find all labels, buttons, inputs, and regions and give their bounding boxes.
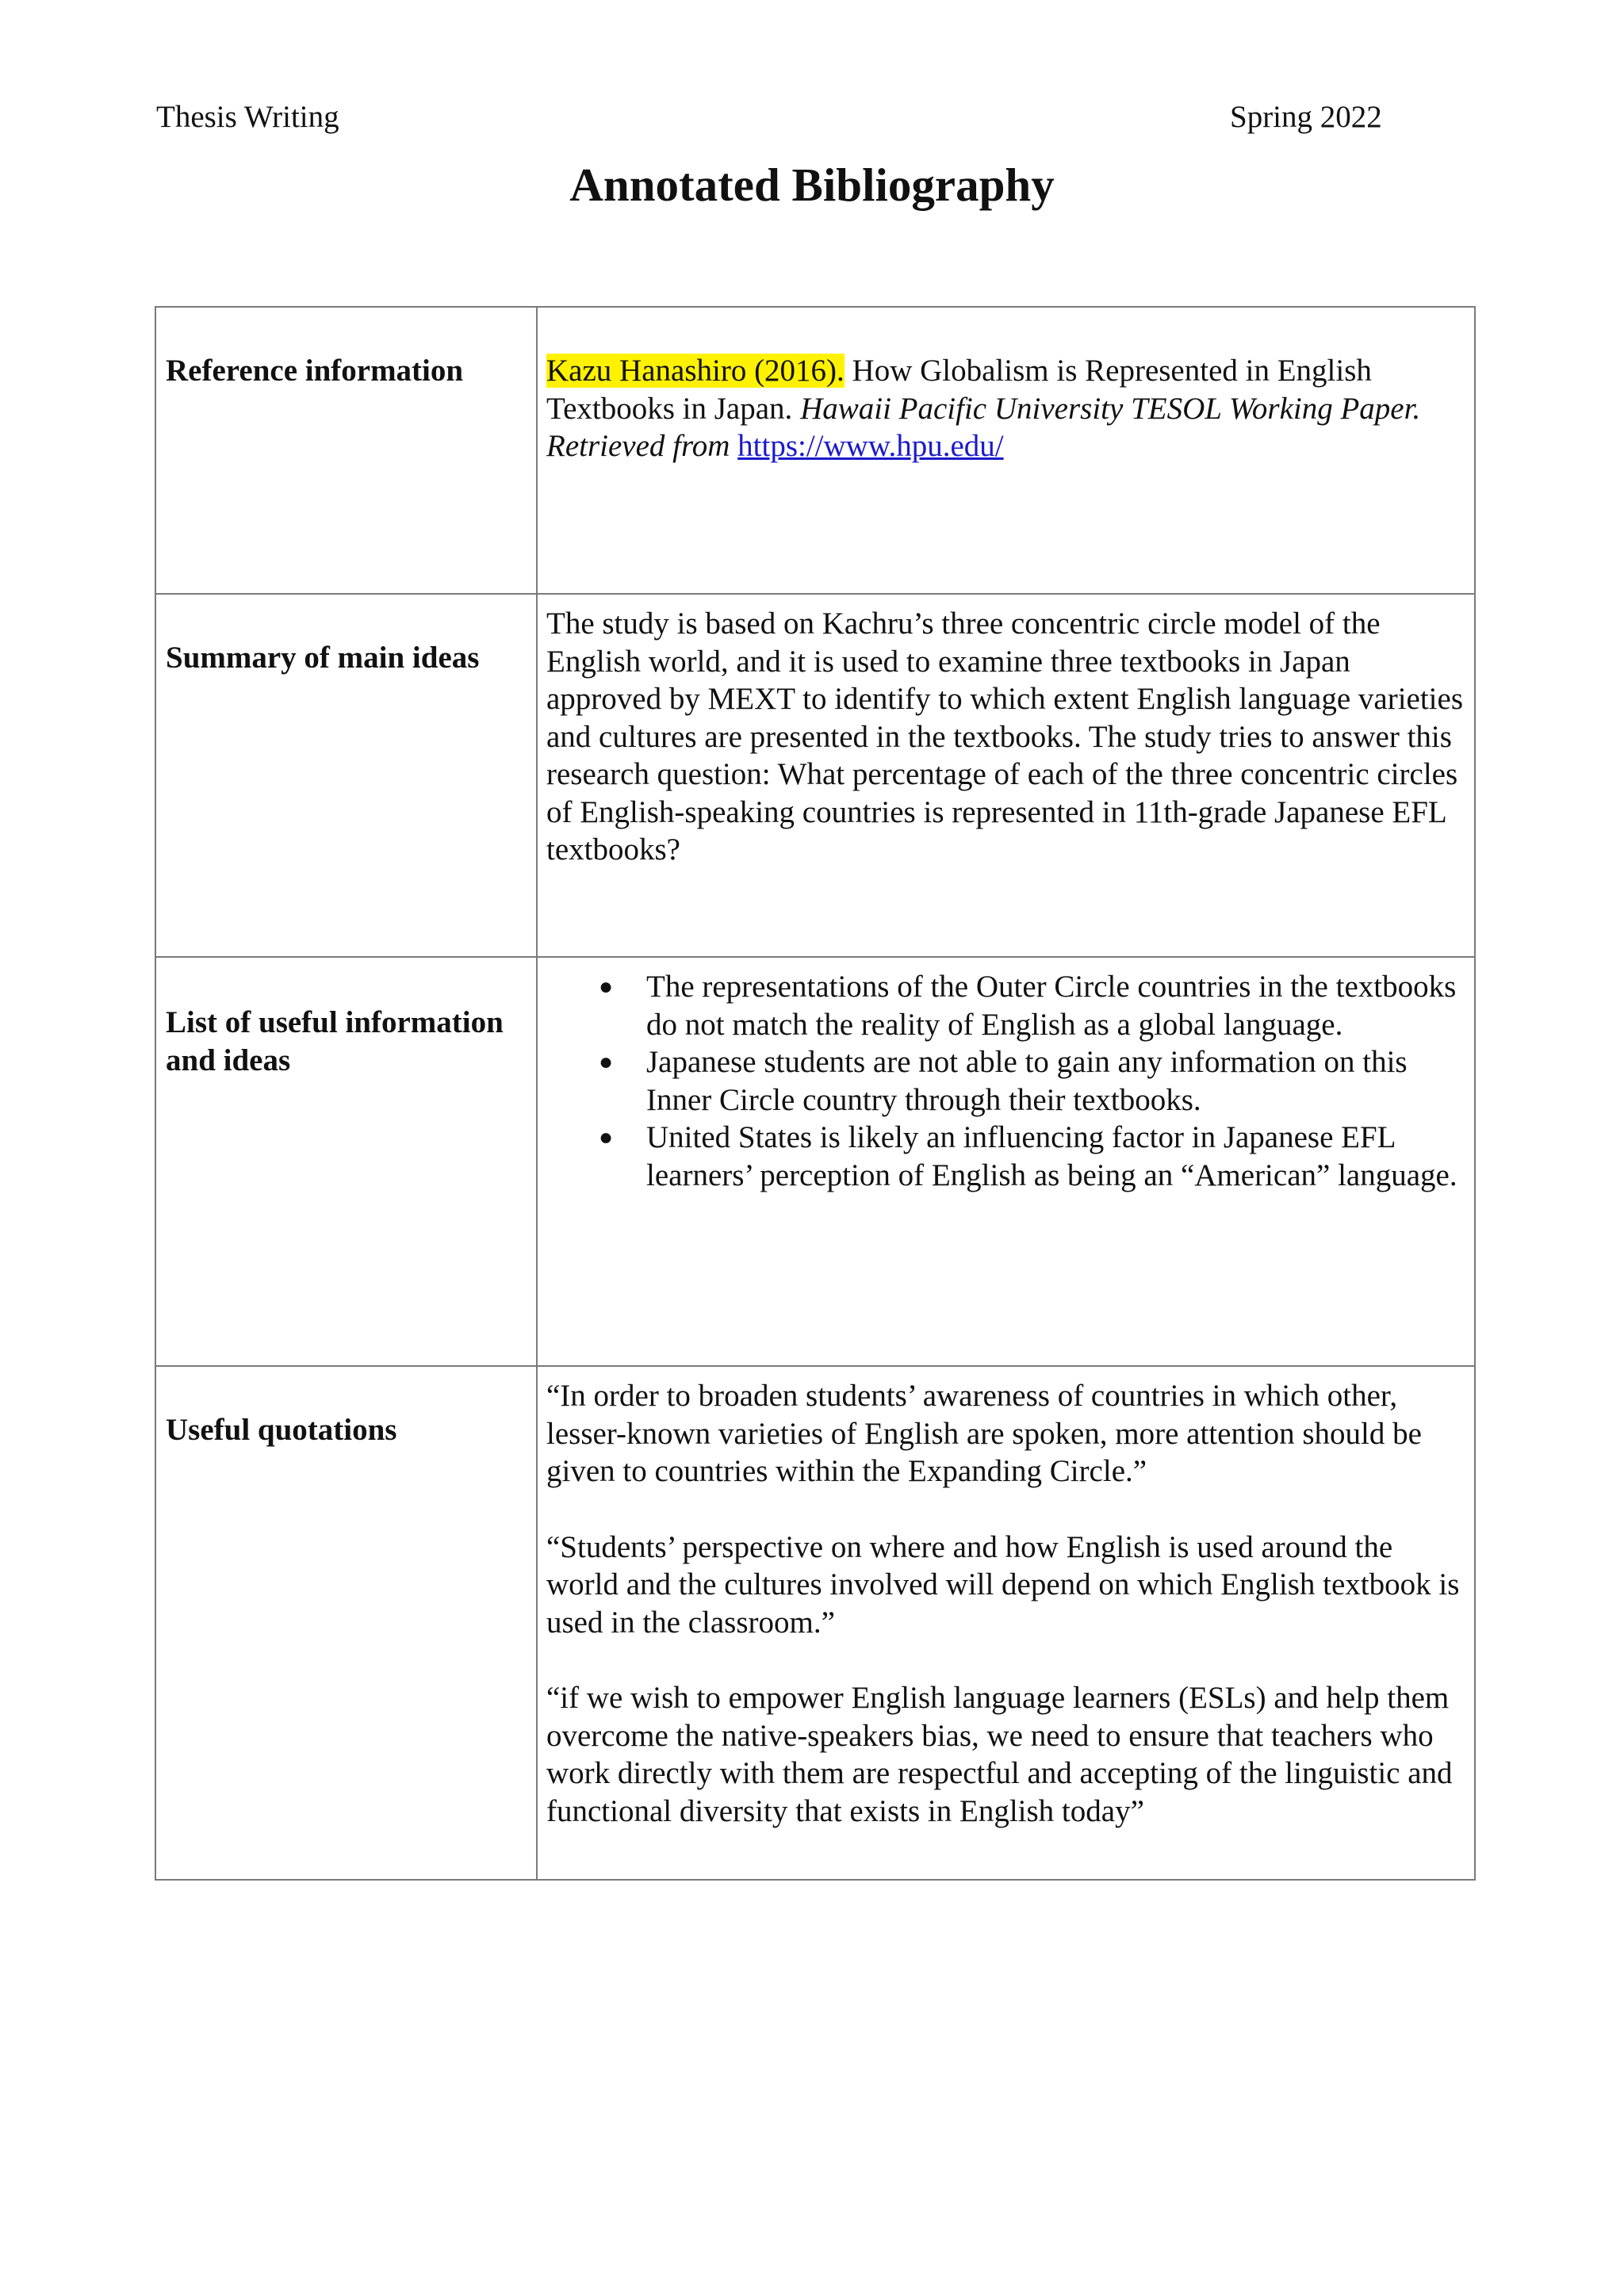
bullet-icon: ● bbox=[599, 1124, 614, 1150]
course-name: Thesis Writing bbox=[156, 100, 339, 134]
author-year: Kazu Hanashiro (2016). bbox=[546, 354, 845, 388]
bibliography-table bbox=[155, 306, 1476, 1881]
quotations-content bbox=[537, 1366, 1475, 1880]
term-label: Spring 2022 bbox=[1230, 100, 1382, 134]
reference-label: Reference information bbox=[155, 307, 537, 594]
source-text: Hawaii Pacific University TESOL Working Paper. Retrieved from bbox=[546, 391, 1421, 463]
useful-info-row bbox=[155, 957, 1475, 1366]
useful-info-list bbox=[546, 968, 1469, 1194]
useful-info-content bbox=[537, 957, 1475, 1366]
quotation: “Students’ perspective on where and how English is used around the world and the cultures involved will depend on which English textbook is used in the classroom.” bbox=[546, 1529, 1460, 1640]
bullet-icon: ● bbox=[599, 1049, 614, 1075]
page-title: Annotated Bibliography bbox=[569, 159, 1055, 211]
useful-info-label: List of useful information and ideas bbox=[155, 957, 537, 1366]
summary-label: Summary of main ideas bbox=[155, 594, 537, 957]
list-item: ● The representations of the Outer Circle countries in the textbooks do not match the reality of English as a global language. bbox=[599, 970, 1457, 1042]
quotations-label: Useful quotations bbox=[155, 1366, 537, 1880]
bullet-icon: ● bbox=[599, 974, 614, 1000]
list-item: ● United States is likely an influencing factor in Japanese EFL learners’ perception of English as being an “American” language. bbox=[599, 1120, 1457, 1192]
list-item: ● Japanese students are not able to gain any information on this Inner Circle country through their textbooks. bbox=[599, 1045, 1408, 1117]
reference-content bbox=[537, 307, 1475, 594]
quotation: “if we wish to empower English language learners (ESLs) and help them overcome the native-speakers bias, we need to ensure that teachers who work directly with them are respectful and accepting of the linguistic and functional diversity that exists in English today” bbox=[546, 1681, 1453, 1828]
reference-row bbox=[155, 307, 1475, 594]
summary-text: The study is based on Kachru’s three concentric circle model of the English world, and it is used to examine three textbooks in Japan approved by MEXT to identify to which extent English language varieties and cultures are presented in the textbooks. The study tries to answer this research question: What percentage of each of the three concentric circles of English-speaking countries is represented in 11th-grade Japanese EFL textbooks? bbox=[537, 594, 1475, 957]
quotation: “In order to broaden students’ awareness of countries in which other, lesser-known varieties of English are spoken, more attention should be given to countries within the Expanding Circle.” bbox=[546, 1379, 1422, 1488]
quotations-row bbox=[155, 1366, 1475, 1880]
summary-row bbox=[155, 594, 1475, 957]
reference-link[interactable]: https://www.hpu.edu/ bbox=[737, 429, 1004, 463]
article-title: How Globalism is Represented in English Textbooks in Japan. bbox=[546, 354, 1372, 426]
